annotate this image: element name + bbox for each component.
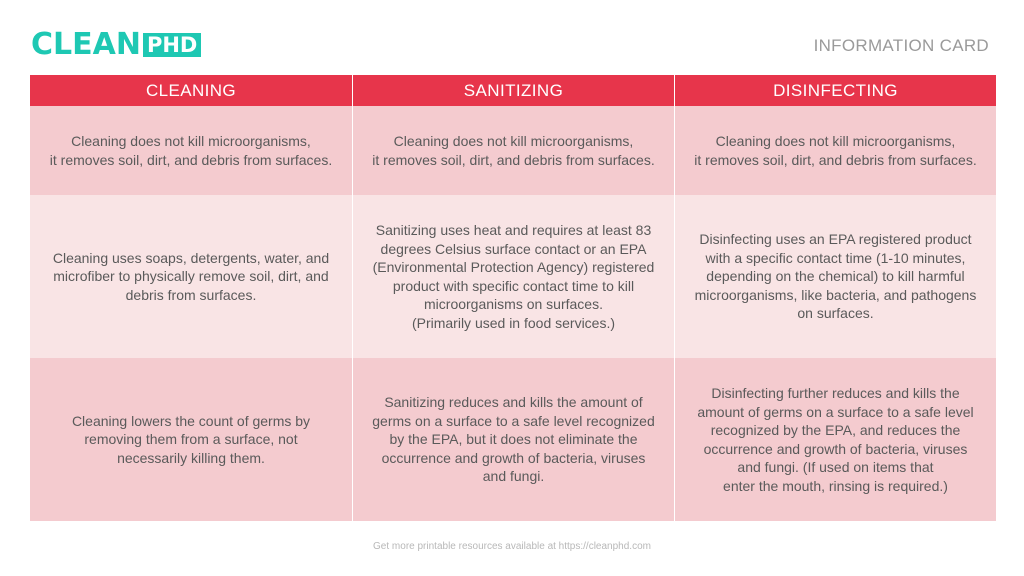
cell-disinfecting-definition: Cleaning does not kill microorganisms, it removes soil, dirt, and debris from surfaces. bbox=[674, 106, 996, 195]
brand-logo bbox=[31, 27, 201, 62]
cell-cleaning-definition: Cleaning does not kill microorganisms, it removes soil, dirt, and debris from surfaces. bbox=[30, 106, 352, 195]
cell-disinfecting-effect: Disinfecting further reduces and kills the amount of germs on a surface to a safe level recognized by the EPA, and reduces the occurrence and growth of bacteria, viruses and fungi. (If used on items that enter the mouth, rinsing is required.) bbox=[674, 358, 996, 521]
cell-disinfecting-method: Disinfecting uses an EPA registered product with a specific contact time (1-10 minutes, depending on the chemical) to kill harmful microorganisms, like bacteria, and pathogens on surfaces. bbox=[674, 195, 996, 358]
comparison-table bbox=[30, 75, 996, 521]
cell-cleaning-effect: Cleaning lowers the count of germs by removing them from a surface, not necessarily killing them. bbox=[30, 358, 352, 521]
logo-phd-badge: PHD bbox=[143, 33, 201, 57]
header-disinfecting: DISINFECTING bbox=[674, 75, 996, 106]
cell-sanitizing-effect: Sanitizing reduces and kills the amount of germs on a surface to a safe level recognized by the EPA, but it does not eliminate the occurrence and growth of bacteria, viruses and fungi. bbox=[352, 358, 674, 521]
footer-resources-link[interactable]: Get more printable resources available at https://cleanphd.com bbox=[373, 541, 651, 552]
header-sanitizing: SANITIZING bbox=[352, 75, 674, 106]
logo-clean-text: CLEAN bbox=[31, 27, 141, 62]
cell-sanitizing-definition: Cleaning does not kill microorganisms, it removes soil, dirt, and debris from surfaces. bbox=[352, 106, 674, 195]
header-cleaning: CLEANING bbox=[30, 75, 352, 106]
cell-cleaning-method: Cleaning uses soaps, detergents, water, and microfiber to physically remove soil, dirt, and debris from surfaces. bbox=[30, 195, 352, 358]
cell-sanitizing-method: Sanitizing uses heat and requires at least 83 degrees Celsius surface contact or an EPA (Environmental Protection Agency) registered product with specific contact time to kill microorganisms on surfaces. (Primarily used in food services.) bbox=[352, 195, 674, 358]
card-type-label: INFORMATION CARD bbox=[813, 36, 989, 55]
